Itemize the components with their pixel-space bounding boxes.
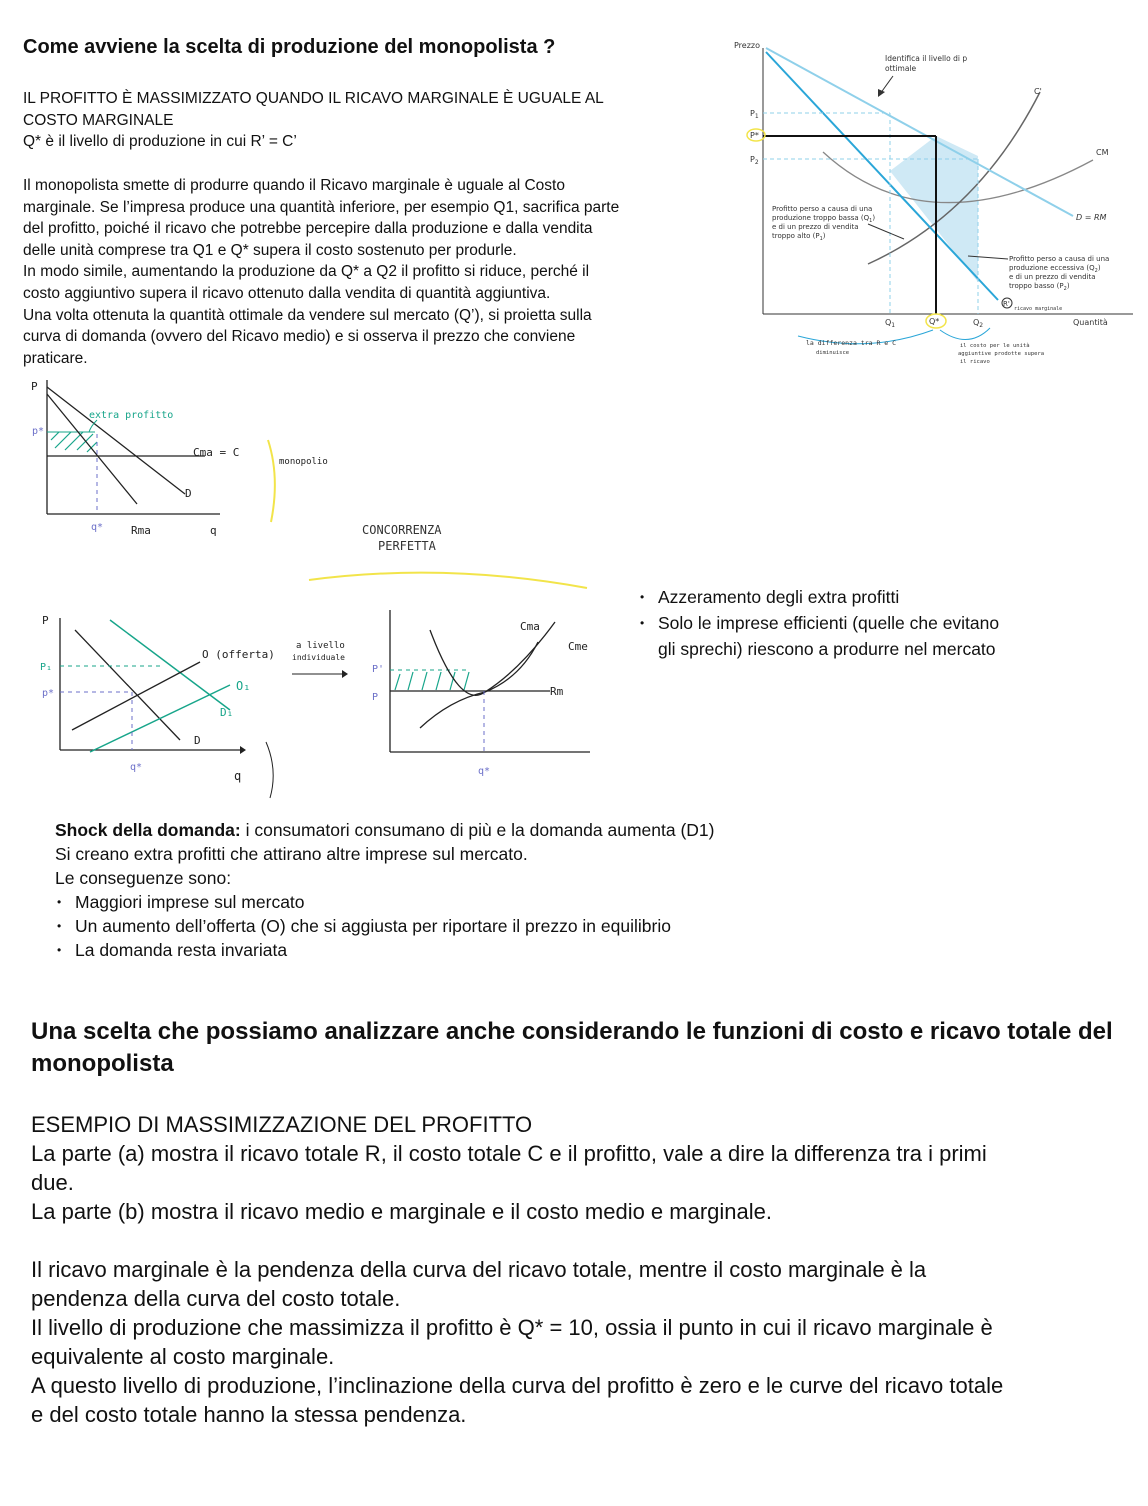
p2-label: $P_2$ xyxy=(750,155,759,166)
arrow-note-1: a livello xyxy=(296,641,345,651)
left-note xyxy=(772,205,875,242)
sketch-pstar-label: p* xyxy=(32,426,45,437)
market-qstar-label: q* xyxy=(130,762,143,773)
shock-item: • Maggiori imprese sul mercato xyxy=(55,890,714,914)
svg-text:produzione eccessiva (Q2): produzione eccessiva $(Q_2)$ xyxy=(1009,264,1101,274)
svg-text:Profitto perso a causa di una: Profitto perso a causa di una xyxy=(772,205,873,213)
monopoly-label: monopolio xyxy=(279,457,328,467)
market-d-label: D xyxy=(194,734,201,747)
sketch-q-label: q xyxy=(210,524,217,537)
extra-profit-label: extra profitto xyxy=(89,410,174,421)
market-q-label: q xyxy=(234,769,242,783)
shock-rest: i consumatori consumano di più e la domanda aumenta (D1) xyxy=(240,820,715,840)
hand-note-left-1: la differenza tra R e C xyxy=(806,339,897,347)
lower-line: La parte (a) mostra il ricavo totale R, il costo totale C e il profitto, vale a dire la differenza tra i primi xyxy=(31,1141,987,1166)
paragraph-line: costo aggiuntivo supera il ricavo ottenuto dalla vendita di quantità aggiuntiva. xyxy=(23,284,551,302)
right-note xyxy=(1009,255,1109,292)
monopolist-paragraph xyxy=(23,175,619,369)
lower-line: e del costo totale hanno la stessa pendenza. xyxy=(31,1402,467,1427)
demand-sketch-label: D xyxy=(185,487,192,500)
paragraph-line: marginale. Se l’impresa produce una quantità inferiore, per esempio Q1, sacrifica parte xyxy=(23,198,620,216)
lower-line: Il ricavo marginale è la pendenza della curva del ricavo totale, mentre il costo marginale è la xyxy=(31,1257,927,1282)
market-demand-d1 xyxy=(110,620,230,710)
lost-profit-low-area xyxy=(890,136,936,229)
pstar-label: P* xyxy=(750,131,759,140)
q2-label: $Q_2$ xyxy=(973,318,984,329)
top-note-1: Identifica il livello di p xyxy=(885,54,968,63)
lower-line: Il livello di produzione che massimizza il profitto è Q* = 10, ossia il punto in cui il ricavo marginale è xyxy=(31,1315,993,1340)
competition-sketch xyxy=(30,600,620,805)
competition-title xyxy=(362,522,441,554)
top-note-arrowhead xyxy=(878,89,885,97)
paragraph-line: Il monopolista smette di produrre quando il Ricavo marginale è uguale al Costo xyxy=(23,177,565,194)
yellow-bracket xyxy=(268,440,275,522)
hand-note-right-1: il costo per le unità xyxy=(960,343,1030,349)
paragraph-line: praticare. xyxy=(23,349,88,367)
section-heading: Una scelta che possiamo analizzare anche considerando le funzioni di costo e ricavo totale del monopolista xyxy=(31,1018,1113,1077)
bullet-item: • Solo le imprese efficienti (quelle che evitano xyxy=(640,610,999,636)
monopoly-textbook-chart xyxy=(728,34,1138,374)
x-axis-label: Quantità xyxy=(1073,318,1108,327)
q1-label: $Q_1$ xyxy=(885,318,896,329)
lower-line: La parte (b) mostra il ricavo medio e marginale e il costo medio e marginale. xyxy=(31,1199,772,1224)
market-p-label: P xyxy=(42,614,49,627)
d1-label: D₁ xyxy=(220,706,234,719)
paragraph-line: Una volta ottenuta la quantità ottimale da vendere sul mercato (Q’), si proietta sulla xyxy=(23,306,592,324)
hand-note-right-3: il ricavo xyxy=(960,359,990,365)
firm-p1-label: P' xyxy=(372,664,385,675)
lower-line: pendenza della curva del costo totale. xyxy=(31,1286,401,1311)
lower-line: equivalente al costo marginale. xyxy=(31,1344,335,1369)
svg-text:e di un prezzo di vendita: e di un prezzo di vendita xyxy=(772,223,859,231)
paragraph-line: delle unità comprese tra Q1 e Q* supera il costo sostenuto per produrle. xyxy=(23,241,517,259)
competition-title-2: PERFETTA xyxy=(378,539,436,553)
demand-label: D = RM xyxy=(1076,213,1107,222)
y-axis-label: Prezzo xyxy=(734,41,761,50)
market-supply xyxy=(72,662,200,730)
page-title: Come avviene la scelta di produzione del monopolista ? xyxy=(23,36,556,58)
r-handwritten: ricavo marginale xyxy=(1014,306,1063,312)
intro-line-2: COSTO MARGINALE xyxy=(23,112,174,129)
firm-rm-label: Rm xyxy=(550,685,564,698)
shock-bold: Shock della domanda: xyxy=(55,820,241,840)
qstar-label: Q* xyxy=(929,317,940,326)
shock-line-3: Le conseguenze sono: xyxy=(55,868,232,888)
paragraph-line: del profitto, poiché il ricavo che potrebbe percepire dalla produzione e dalla vendita xyxy=(23,220,593,238)
svg-text:Profitto perso a causa di una: Profitto perso a causa di una xyxy=(1009,255,1110,263)
top-note-2: ottimale xyxy=(885,64,917,73)
intro-line-3: Q* è il livello di produzione in cui R’ = C’ xyxy=(23,133,297,150)
sketch-qstar-label: q* xyxy=(91,522,104,533)
sketch-p-label: P xyxy=(31,380,38,393)
shock-line-2: Si creano extra profitti che attirano altre imprese sul mercato. xyxy=(55,844,528,864)
market-p1-label: P₁ xyxy=(40,662,53,673)
paragraph-line: In modo simile, aumentando la produzione da Q* a Q2 il profitto si riduce, perché il xyxy=(23,263,590,281)
shock-line-1 xyxy=(55,818,714,842)
cma-label: Cma = C xyxy=(193,446,240,459)
lower-line: A questo livello di produzione, l’inclinazione della curva del profitto è zero e le curve del ricavo totale xyxy=(31,1373,1004,1398)
demand-shock-section xyxy=(55,818,714,962)
shock-item: • La domanda resta invariata xyxy=(55,938,714,962)
r-label: R' xyxy=(1003,300,1010,308)
svg-text:produzione troppo bassa (Q1): produzione troppo bassa $(Q_1)$ xyxy=(772,214,876,224)
monopoly-sketch xyxy=(25,372,355,547)
cm-label: CM xyxy=(1096,148,1109,157)
extra-profit-pointer xyxy=(89,420,97,432)
offer-label: O (offerta) xyxy=(202,648,275,661)
firm-extra-profit-hatch xyxy=(395,672,469,690)
bullet-continuation: gli sprechi) riescono a produrre nel mercato xyxy=(658,639,996,659)
o1-label: O₁ xyxy=(236,679,251,693)
svg-text:troppo alto (P1): troppo alto $(P_1)$ xyxy=(772,232,826,242)
market-bracket xyxy=(266,742,273,798)
rma-label: Rma xyxy=(131,524,151,537)
market-supply-o1 xyxy=(90,685,230,752)
firm-cme-label: Cme xyxy=(568,640,588,653)
c-label: C' xyxy=(1034,87,1042,96)
lost-profit-high-area xyxy=(936,136,978,282)
svg-text:e di un prezzo di vendita: e di un prezzo di vendita xyxy=(1009,273,1096,281)
p1-label: $P_1$ xyxy=(750,109,759,120)
shock-item: • Un aumento dell’offerta (O) che si aggiusta per riportare il prezzo in equilibrio xyxy=(55,914,714,938)
left-note-arrow xyxy=(868,224,904,239)
firm-qstar-label: q* xyxy=(478,766,491,777)
hand-note-right-2: aggiuntive prodotte supera xyxy=(958,351,1045,357)
hand-bracket-right xyxy=(940,328,990,340)
firm-cma-label: Cma xyxy=(520,620,540,633)
hand-note-left-2: diminuisce xyxy=(816,350,850,356)
extra-profit-hatch xyxy=(51,432,97,452)
market-demand xyxy=(75,630,180,740)
bullet-item: • Azzeramento degli extra profitti xyxy=(640,584,999,610)
lower-line: ESEMPIO DI MASSIMIZZAZIONE DEL PROFITTO xyxy=(31,1112,533,1137)
paragraph-line: curva di domanda (ovvero del Ricavo medio) e si osserva il prezzo che conviene xyxy=(23,328,576,346)
arrow-note-2: individuale xyxy=(292,653,345,662)
competition-title-1: CONCORRENZA xyxy=(362,523,442,537)
svg-text:troppo basso (P2): troppo basso $(P_2)$ xyxy=(1009,282,1070,292)
intro-line-1: IL PROFITTO È MASSIMIZZATO QUANDO IL RICAVO MARGINALE È UGUALE AL xyxy=(23,90,604,107)
firm-p-label: P xyxy=(372,692,379,703)
yellow-underline xyxy=(305,566,595,592)
market-pstar-label: p* xyxy=(42,688,55,699)
lower-line: due. xyxy=(31,1170,74,1195)
competition-bullets xyxy=(640,584,999,662)
